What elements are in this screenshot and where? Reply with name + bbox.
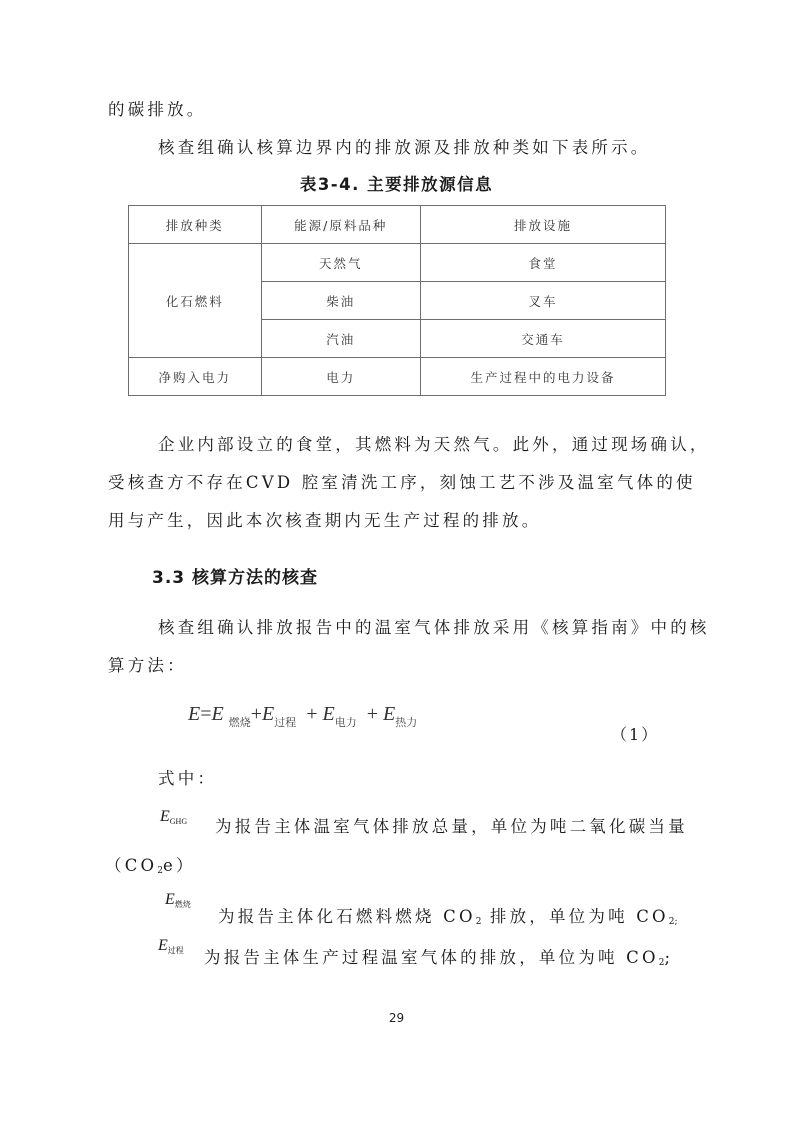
- table-caption: 表3-4. 主要排放源信息: [299, 175, 494, 194]
- formula-term-sub: 电力: [334, 716, 357, 729]
- formula-term-symbol: E: [211, 703, 224, 725]
- emission-formula: E=E $_{燃烧}+E_{过程} + E_{电力} + E_{热力}$: [188, 703, 418, 729]
- facility-cell: 交通车: [420, 320, 665, 358]
- paragraph-line: 受核查方不存在CVD 腔室清洗工序，刻蚀工艺不涉及温室气体的使: [108, 473, 696, 492]
- energy-cell: 电力: [261, 358, 420, 396]
- header-cell: 能源/原料品种: [261, 206, 420, 244]
- formula-term-symbol: E: [383, 703, 396, 725]
- page-number: 29: [388, 1011, 405, 1025]
- definition-text: 为报告主体化石燃料燃烧 $CO_2$ 排放，单位为吨 $CO_{2;}$: [218, 907, 678, 927]
- energy-cell: 柴油: [261, 282, 420, 320]
- table-row: [129, 244, 666, 282]
- table-row: [129, 358, 666, 396]
- definition-text: 为报告主体生产过程温室气体的排放，单位为吨 $CO_2$;: [204, 948, 674, 968]
- paragraph-line: 核查组确认排放报告中的温室气体排放采用《核算指南》中的核: [158, 618, 710, 637]
- definition-symbol: $E_{GHG}$: [160, 808, 188, 826]
- header-cell: 排放种类: [129, 206, 262, 244]
- definition-text-cont: $(CO_2e)$: [105, 856, 196, 876]
- category-cell: 净购入电力: [129, 358, 262, 396]
- category-cell: 化石燃料: [129, 244, 262, 358]
- definition-text: 为报告主体温室气体排放总量，单位为吨二氧化碳当量: [215, 817, 688, 836]
- paragraph-line: 算方法：: [108, 656, 187, 675]
- formula-term-symbol: E: [262, 703, 275, 725]
- formula-term-sub: 燃烧: [228, 716, 251, 729]
- formula-lhs: E: [188, 703, 201, 725]
- formula-equals: =: [200, 703, 212, 725]
- paragraph-intro-table: 核查组确认核算边界内的排放源及排放种类如下表所示。: [158, 138, 651, 157]
- header-cell: 排放设施: [420, 206, 665, 244]
- section-heading: 3.3 核算方法的核查: [152, 568, 319, 588]
- paragraph-continuation: 的碳排放。: [108, 100, 207, 119]
- equation-number: （1）: [611, 725, 660, 744]
- emission-source-table: [128, 205, 666, 396]
- definition-symbol: $E_{过程}$: [158, 937, 184, 955]
- energy-cell: 天然气: [261, 244, 420, 282]
- paragraph-line: 用与产生，因此本次核查期内无生产过程的排放。: [108, 511, 542, 530]
- facility-cell: 生产过程中的电力设备: [420, 358, 665, 396]
- where-label: 式中：: [158, 769, 218, 788]
- energy-cell: 汽油: [261, 320, 420, 358]
- formula-term-sub: 热力: [395, 716, 418, 729]
- facility-cell: 食堂: [420, 244, 665, 282]
- paragraph-line: 企业内部设立的食堂，其燃料为天然气。此外，通过现场确认，: [158, 435, 710, 454]
- facility-cell: 叉车: [420, 282, 665, 320]
- table-header-row: [129, 206, 666, 244]
- definition-symbol: $E_{燃烧}$: [165, 891, 191, 909]
- formula-term-sub: 过程: [274, 716, 297, 729]
- formula-term-symbol: E: [322, 703, 335, 725]
